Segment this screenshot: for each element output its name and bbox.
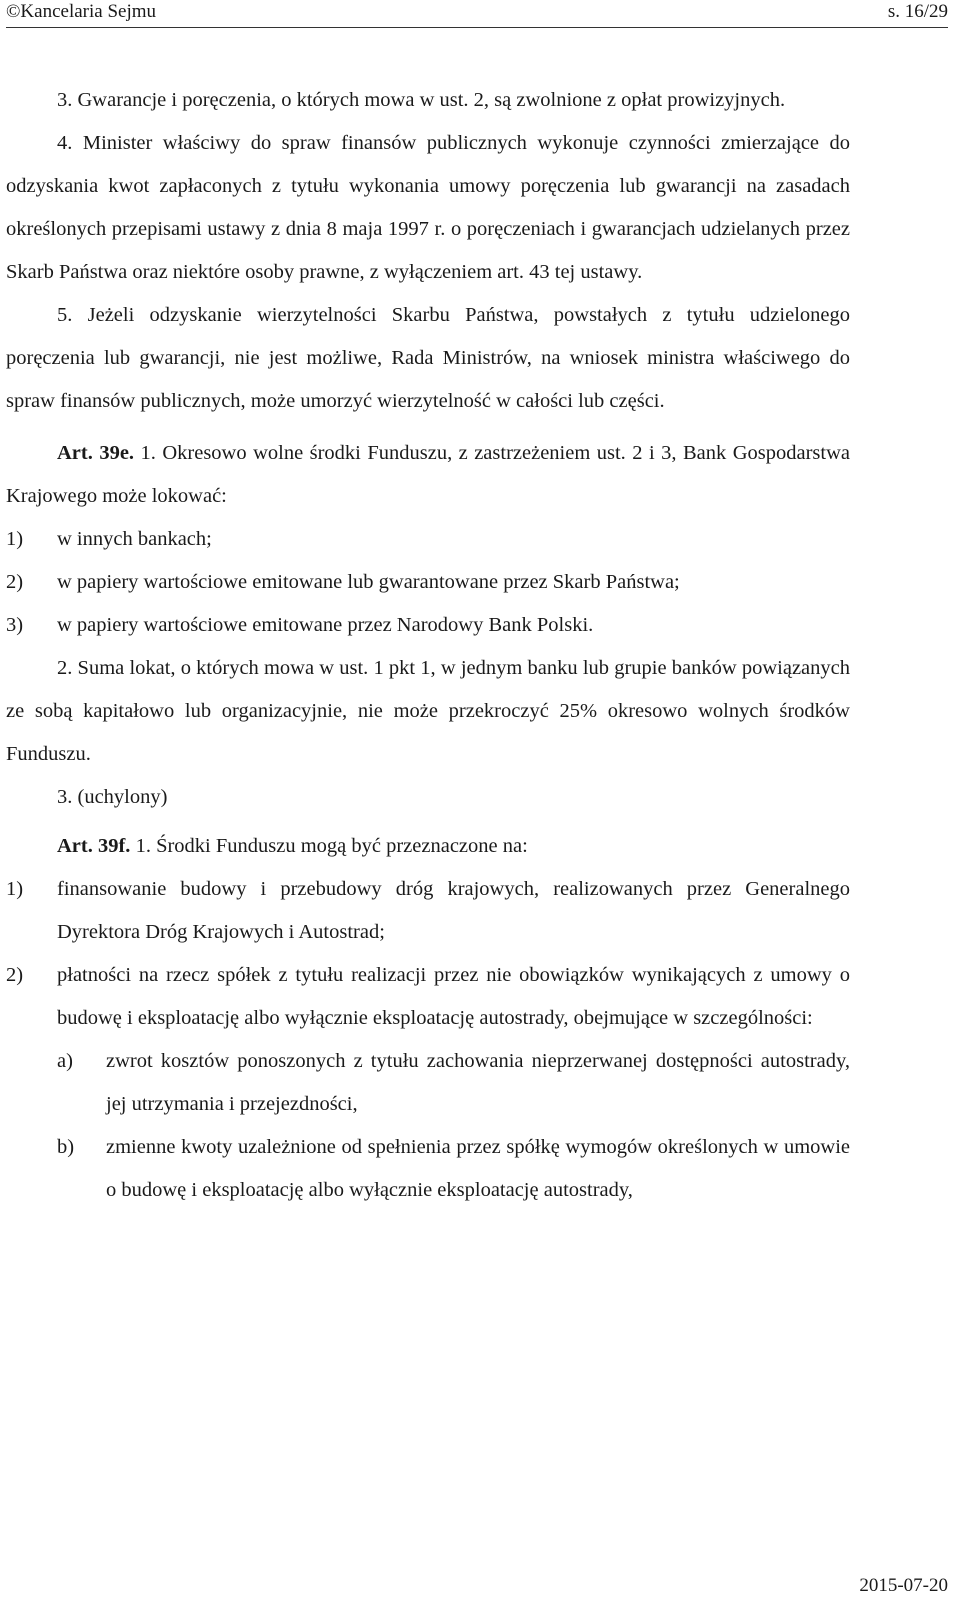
list-item-text: płatności na rzecz spółek z tytułu realizacji przez nie obowiązków wynikających z umowy o budowę i eksploatację albo wyłącznie eksploatację autostrady, obejmujące w szczególności: bbox=[57, 964, 850, 1029]
article-39e-heading bbox=[6, 432, 850, 518]
paragraph-5: 5. Jeżeli odzyskanie wierzytelności Skarbu Państwa, powstałych z tytułu udzielonego poręczenia lub gwarancji, nie jest możliwe, Rada Ministrów, na wniosek ministra właściwego do spraw finansów publicznych, może umorzyć wierzytelność w całości lub części. bbox=[6, 304, 850, 412]
list-item bbox=[6, 561, 850, 604]
article-39f-heading bbox=[6, 825, 850, 868]
list-item-text: w papiery wartościowe emitowane lub gwarantowane przez Skarb Państwa; bbox=[57, 571, 680, 593]
spacer bbox=[6, 423, 850, 432]
page-header bbox=[6, 0, 948, 28]
article-39e-paragraph-2: 2. Suma lokat, o których mowa w ust. 1 pkt 1, w jednym banku lub grupie banków powiązanych ze sobą kapitałowo lub organizacyjnie, nie może przekroczyć 25% okresowo wolnych środków Funduszu. bbox=[6, 657, 850, 765]
sub-list-item-text: zmienne kwoty uzależnione od spełnienia przez spółkę wymogów określonych w umowie o budowę i eksploatację albo wyłącznie eksploatację autostrady, bbox=[106, 1136, 850, 1201]
paragraph-4: 4. Minister właściwy do spraw finansów publicznych wykonuje czynności zmierzające do odzyskania kwot zapłaconych z tytułu wykonania umowy poręczenia lub gwarancji na zasadach określonych przepisami ustawy z dnia 8 maja 1997 r. o poręczeniach i gwarancjach udzielanych przez Skarb Państwa oraz niektóre osoby prawne, z wyłączeniem art. 43 tej ustawy. bbox=[6, 132, 850, 283]
sub-list-item-text: zwrot kosztów ponoszonych z tytułu zachowania nieprzerwanej dostępności autostrady, jej utrzymania i przejezdności, bbox=[106, 1050, 850, 1115]
list-item-number: 2) bbox=[6, 571, 24, 593]
list-item-text: finansowanie budowy i przebudowy dróg krajowych, realizowanych przez Generalnego Dyrektora Dróg Krajowych i Autostrad; bbox=[57, 878, 850, 943]
sub-list-item bbox=[6, 1040, 850, 1126]
list-item bbox=[6, 954, 850, 1040]
article-39f-number: Art. 39f. bbox=[57, 835, 131, 857]
paragraph-3: 3. Gwarancje i poręczenia, o których mowa w ust. 2, są zwolnione z opłat prowizyjnych. bbox=[57, 89, 786, 111]
article-39e-number: Art. 39e. bbox=[57, 442, 135, 464]
list-item bbox=[6, 518, 850, 561]
list-item bbox=[6, 868, 850, 954]
publisher-label: ©Kancelaria Sejmu bbox=[6, 1, 157, 22]
list-item-text: w papiery wartościowe emitowane przez Narodowy Bank Polski. bbox=[57, 614, 594, 636]
page-number: s. 16/29 bbox=[887, 1, 948, 22]
list-item-number: 1) bbox=[6, 878, 24, 900]
sub-list-item-letter: a) bbox=[57, 1050, 73, 1072]
sub-list-item bbox=[6, 1126, 850, 1212]
document-body bbox=[6, 79, 850, 1212]
list-item-number: 1) bbox=[6, 528, 24, 550]
list-item-number: 2) bbox=[6, 964, 24, 986]
article-39f-intro: 1. Środki Funduszu mogą być przeznaczone na: bbox=[130, 835, 528, 857]
list-item bbox=[6, 604, 850, 647]
sub-list-item-letter: b) bbox=[57, 1136, 75, 1158]
article-39e-paragraph-3: 3. (uchylony) bbox=[57, 786, 168, 808]
list-item-number: 3) bbox=[6, 614, 24, 636]
list-item-text: w innych bankach; bbox=[57, 528, 212, 550]
document-date: 2015-07-20 bbox=[859, 1575, 948, 1596]
article-39e-intro: 1. Okresowo wolne środki Funduszu, z zastrzeżeniem ust. 2 i 3, Bank Gospodarstwa Krajowego może lokować: bbox=[6, 442, 850, 507]
header-divider bbox=[6, 27, 948, 28]
